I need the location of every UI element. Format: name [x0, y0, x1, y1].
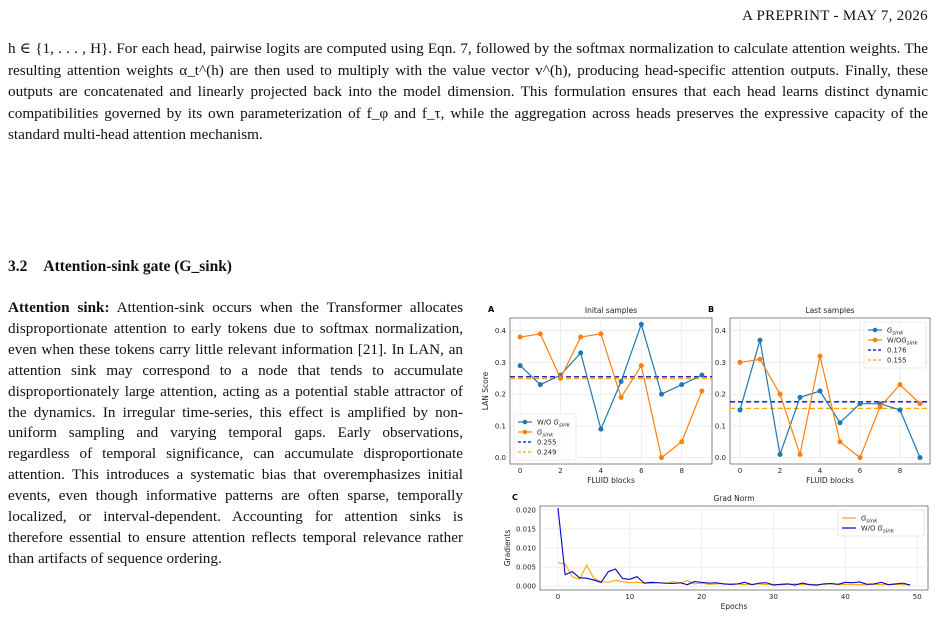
- data-point: [838, 420, 843, 425]
- data-point: [619, 379, 624, 384]
- x-tick-label: 50: [912, 593, 922, 601]
- data-point: [518, 335, 523, 340]
- data-point: [778, 452, 783, 457]
- attention-sink-lead: Attention sink:: [8, 299, 110, 316]
- legend-label: $G_{sink}$: [887, 326, 904, 337]
- data-point: [578, 350, 583, 355]
- data-point: [838, 439, 843, 444]
- data-point: [898, 408, 903, 413]
- y-tick-label: 0.3: [714, 358, 726, 367]
- legend-marker: [523, 430, 528, 435]
- data-point: [619, 395, 624, 400]
- x-tick-label: 0: [737, 467, 743, 475]
- x-axis-label: FLUID blocks: [587, 476, 635, 485]
- panel-a: [481, 305, 715, 485]
- data-point: [639, 322, 644, 327]
- data-point: [758, 357, 763, 362]
- x-tick-label: 40: [840, 593, 850, 601]
- x-tick-label: 8: [897, 467, 903, 475]
- data-point: [898, 382, 903, 387]
- x-tick-label: 8: [679, 467, 684, 475]
- data-point: [818, 389, 823, 394]
- data-point: [558, 376, 563, 381]
- legend-label: $G_{sink}$: [537, 428, 554, 439]
- x-tick-label: 6: [639, 467, 644, 475]
- figure-svg: [478, 296, 938, 616]
- x-tick-label: 4: [817, 467, 823, 475]
- legend-label: 0.176: [887, 346, 907, 355]
- data-point: [858, 401, 863, 406]
- data-point: [798, 452, 803, 457]
- section-number: 3.2: [8, 258, 28, 275]
- legend-label: W/O $G_{sink}$: [537, 418, 570, 429]
- legend-marker: [873, 338, 878, 343]
- attention-sink-paragraph: [8, 298, 463, 570]
- y-tick-label: 0.2: [714, 390, 726, 399]
- x-axis-label: FLUID blocks: [806, 476, 854, 485]
- data-point: [818, 354, 823, 359]
- data-point: [538, 331, 543, 336]
- y-tick-label: 0.000: [515, 582, 536, 591]
- y-tick-label: 0.1: [494, 422, 506, 431]
- y-tick-label: 0.005: [515, 563, 536, 572]
- y-tick-label: 0.4: [714, 327, 726, 336]
- data-point: [659, 392, 664, 397]
- panel-letter: B: [708, 305, 715, 314]
- y-tick-label: 0.1: [714, 422, 726, 431]
- y-axis-label: Gradients: [503, 529, 512, 567]
- legend: [838, 510, 924, 536]
- y-tick-label: 0.015: [515, 525, 536, 534]
- panel-title: Inital samples: [584, 306, 638, 315]
- data-point: [878, 404, 883, 409]
- x-tick-label: 10: [625, 593, 635, 601]
- figure-attention-sink: [478, 296, 938, 616]
- data-point: [699, 373, 704, 378]
- legend: [514, 414, 576, 460]
- data-point: [538, 382, 543, 387]
- data-point: [598, 427, 603, 432]
- data-point: [778, 392, 783, 397]
- panel-title: Grad Norm: [713, 494, 755, 503]
- section-title: Attention-sink gate (G_sink): [43, 258, 232, 275]
- y-tick-label: 0.010: [515, 544, 536, 553]
- data-point: [578, 335, 583, 340]
- data-point: [639, 363, 644, 368]
- x-axis-label: Epochs: [720, 602, 748, 611]
- data-point: [679, 439, 684, 444]
- legend: [864, 322, 926, 368]
- x-tick-label: 0: [517, 467, 523, 475]
- data-point: [758, 338, 763, 343]
- panel-letter: A: [488, 305, 495, 314]
- running-header: A PREPRINT - MAY 7, 2026: [742, 8, 928, 24]
- x-tick-label: 2: [558, 467, 563, 475]
- legend-label: $G_{sink}$: [861, 514, 878, 525]
- y-tick-label: 0.2: [494, 390, 506, 399]
- x-tick-label: 0: [555, 593, 561, 601]
- data-point: [738, 408, 743, 413]
- legend-label: 0.249: [537, 448, 557, 457]
- y-tick-label: 0.3: [494, 358, 506, 367]
- intro-paragraph: h ∈ {1, . . . , H}. For each head, pairwise logits are computed using Eqn. 7, followed by the softmax normalization to calculate attention weights. The resulting attention weights α_t^(h) are then used to multiply with the value vector v^(h), producing head-specific attention outputs. Finally, these outputs are concatenated and linearly projected back into the model dimension. This formulation ensures that each head learns distinct dynamic compatibilities governed by its own parameterization of f_φ and f_τ, while the aggregation across heads preserves the expressive capacity of the standard multi-head attention mechanism.: [8, 40, 928, 143]
- legend-label: $W/OG_{sink}$: [887, 336, 918, 347]
- panel-title: Last samples: [805, 306, 855, 315]
- data-point: [598, 331, 603, 336]
- x-tick-label: 4: [598, 467, 604, 475]
- legend-marker: [873, 328, 878, 333]
- x-tick-label: 6: [857, 467, 863, 475]
- y-tick-label: 0.4: [494, 327, 506, 336]
- data-point: [699, 389, 704, 394]
- data-point: [858, 455, 863, 460]
- legend-label: 0.255: [537, 438, 557, 447]
- y-axis-label: LAN Score: [481, 371, 490, 411]
- y-tick-label: 0.0: [494, 454, 506, 463]
- legend-marker: [523, 420, 528, 425]
- panel-b: [708, 305, 930, 485]
- x-tick-label: 30: [769, 593, 778, 601]
- data-point: [679, 382, 684, 387]
- x-tick-label: 2: [777, 467, 783, 475]
- legend-label: W/O $G_{sink}$: [861, 524, 894, 535]
- panel-letter: C: [512, 493, 518, 502]
- data-point: [918, 455, 923, 460]
- panel-c: [503, 493, 928, 611]
- y-tick-label: 0.0: [714, 454, 726, 463]
- section-heading: [8, 258, 232, 276]
- attention-sink-text: Attention-sink occurs when the Transformer allocates disproportionate attention to early tokens due to softmax normalization, even when these tokens carry little relevant information [21]. In LAN, an attention sink may correspond to a node that tends to accumulate disproportionately large attention, acting as a potential stable attractor of the dynamics. In irregular time-series, this effect is amplified by non-uniform sampling and varying temporal gaps. Early observations, regardless of temporal significance, can accumulate disproportionate attention. This introduces a systematic bias that overemphasizes initial events, even though informative patterns are often sparse, temporally localized, or interval-dependent. Accounting for attention sinks is therefore essential to ensure attention reflects temporal relevance rather than artifacts of sequence ordering.: [8, 299, 463, 567]
- x-tick-label: 20: [697, 593, 707, 601]
- data-point: [738, 360, 743, 365]
- legend-label: 0.155: [887, 356, 907, 365]
- data-point: [518, 363, 523, 368]
- data-point: [918, 401, 923, 406]
- data-point: [659, 455, 664, 460]
- y-tick-label: 0.020: [515, 506, 536, 515]
- data-point: [798, 395, 803, 400]
